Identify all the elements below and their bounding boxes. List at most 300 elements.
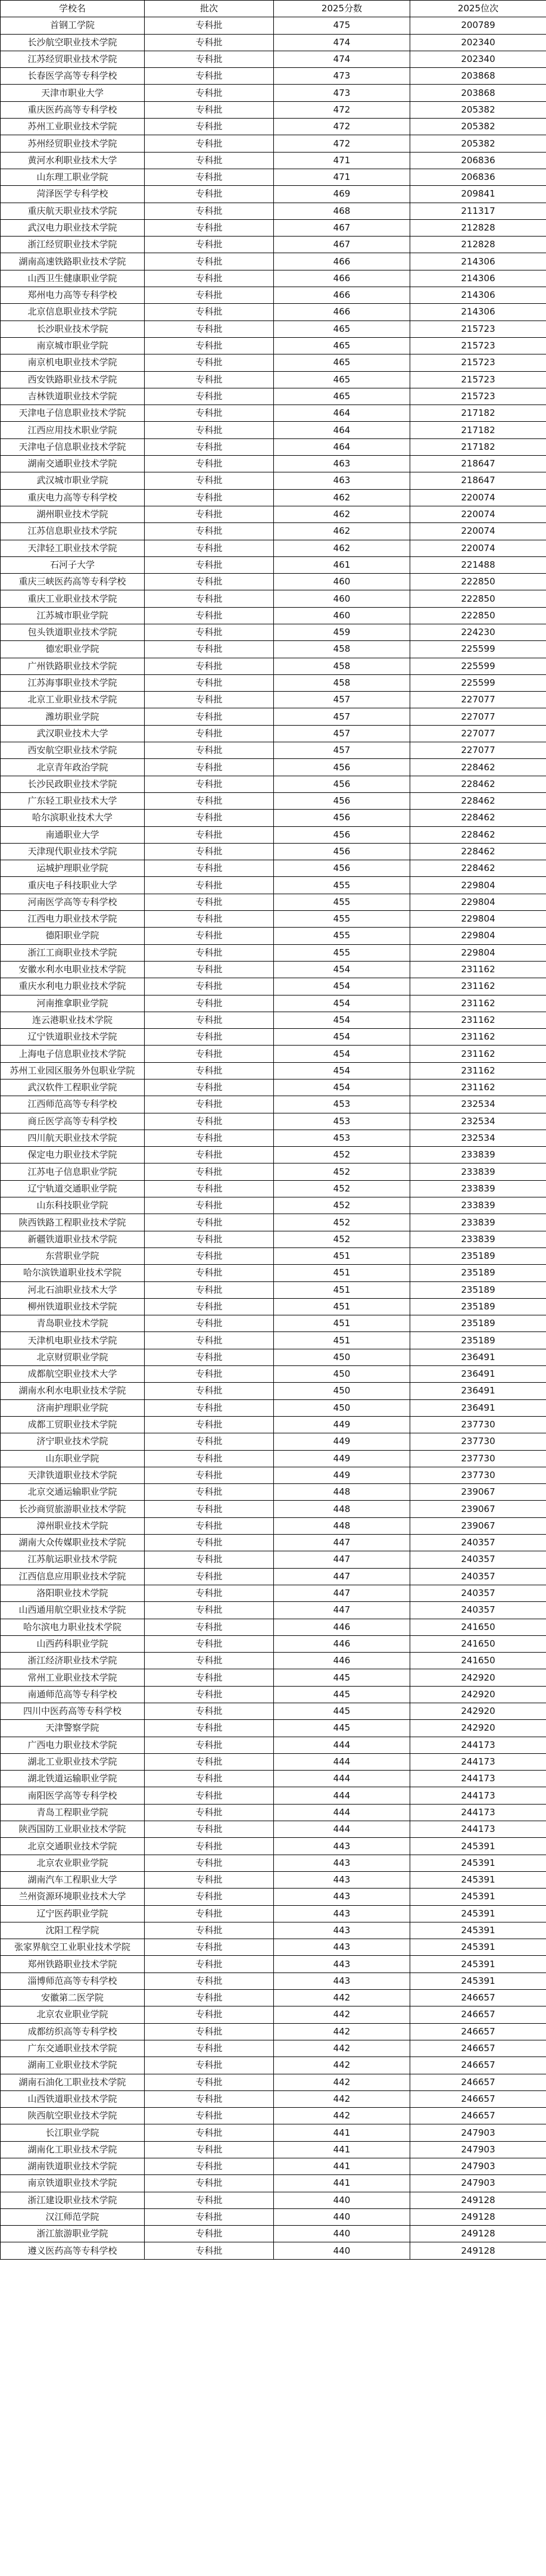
cell-score-2025: 451 [274, 1332, 410, 1349]
cell-school-name: 湖南水利水电职业技术学院 [1, 1383, 145, 1399]
cell-school-name: 天津铁道职业技术学院 [1, 1467, 145, 1483]
cell-score-2025: 475 [274, 17, 410, 34]
cell-score-2025: 455 [274, 911, 410, 928]
cell-batch: 专科批 [145, 287, 274, 304]
cell-batch: 专科批 [145, 101, 274, 118]
cell-rank-2025: 220074 [410, 489, 546, 506]
table-row [1, 995, 546, 1012]
table-row [1, 540, 546, 556]
cell-rank-2025: 205382 [410, 135, 546, 152]
cell-school-name: 北京农业职业学院 [1, 2006, 145, 2023]
table-row [1, 1281, 546, 1298]
table-row [1, 843, 546, 860]
cell-score-2025: 465 [274, 337, 410, 354]
table-row [1, 2040, 546, 2057]
cell-rank-2025: 205382 [410, 119, 546, 135]
cell-score-2025: 450 [274, 1399, 410, 1416]
table-row [1, 2158, 546, 2175]
cell-batch: 专科批 [145, 961, 274, 978]
cell-rank-2025: 211317 [410, 203, 546, 219]
cell-school-name: 浙江经贸职业技术学院 [1, 237, 145, 253]
cell-school-name: 湖南交通职业技术学院 [1, 456, 145, 472]
cell-school-name: 柳州铁道职业技术学院 [1, 1298, 145, 1315]
cell-batch: 专科批 [145, 1349, 274, 1365]
cell-rank-2025: 237730 [410, 1433, 546, 1450]
cell-score-2025: 444 [274, 1753, 410, 1770]
cell-school-name: 广东交通职业技术学院 [1, 2040, 145, 2057]
table-row [1, 978, 546, 995]
cell-score-2025: 461 [274, 556, 410, 573]
cell-rank-2025: 240357 [410, 1535, 546, 1551]
cell-batch: 专科批 [145, 17, 274, 34]
cell-batch: 专科批 [145, 438, 274, 455]
cell-school-name: 天津现代职业技术学院 [1, 843, 145, 860]
cell-batch: 专科批 [145, 792, 274, 809]
cell-batch: 专科批 [145, 1096, 274, 1113]
table-row [1, 456, 546, 472]
cell-rank-2025: 218647 [410, 472, 546, 489]
table-row [1, 1619, 546, 1635]
cell-batch: 专科批 [145, 1147, 274, 1163]
table-row [1, 1484, 546, 1501]
cell-school-name: 陕西国防工业职业技术学院 [1, 1821, 145, 1838]
cell-score-2025: 454 [274, 1012, 410, 1028]
cell-score-2025: 444 [274, 1821, 410, 1838]
cell-school-name: 湖州职业技术学院 [1, 506, 145, 522]
cell-rank-2025: 231162 [410, 995, 546, 1012]
cell-score-2025: 455 [274, 877, 410, 894]
cell-rank-2025: 202340 [410, 34, 546, 51]
cell-school-name: 浙江建设职业技术学院 [1, 2192, 145, 2208]
cell-school-name: 湖南石油化工职业技术学院 [1, 2074, 145, 2090]
table-body [1, 17, 546, 2259]
table-row [1, 2108, 546, 2124]
cell-score-2025: 473 [274, 68, 410, 85]
cell-school-name: 江苏信息职业技术学院 [1, 523, 145, 540]
table-row [1, 1871, 546, 1888]
cell-batch: 专科批 [145, 34, 274, 51]
cell-score-2025: 463 [274, 472, 410, 489]
cell-batch: 专科批 [145, 169, 274, 185]
cell-rank-2025: 229804 [410, 944, 546, 961]
cell-score-2025: 456 [274, 826, 410, 843]
cell-score-2025: 456 [274, 776, 410, 792]
cell-school-name: 石河子大学 [1, 556, 145, 573]
cell-score-2025: 471 [274, 152, 410, 169]
cell-batch: 专科批 [145, 2040, 274, 2057]
table-row [1, 253, 546, 270]
cell-rank-2025: 236491 [410, 1399, 546, 1416]
cell-rank-2025: 235189 [410, 1332, 546, 1349]
table-row [1, 203, 546, 219]
cell-rank-2025: 233839 [410, 1231, 546, 1247]
cell-score-2025: 454 [274, 1046, 410, 1062]
table-row [1, 472, 546, 489]
cell-batch: 专科批 [145, 1939, 274, 1956]
cell-score-2025: 449 [274, 1416, 410, 1433]
cell-rank-2025: 233839 [410, 1197, 546, 1214]
cell-batch: 专科批 [145, 1771, 274, 1787]
cell-batch: 专科批 [145, 1889, 274, 1905]
cell-score-2025: 451 [274, 1281, 410, 1298]
cell-batch: 专科批 [145, 1535, 274, 1551]
table-row [1, 321, 546, 337]
cell-batch: 专科批 [145, 1467, 274, 1483]
cell-score-2025: 448 [274, 1517, 410, 1534]
cell-school-name: 张家界航空工业职业技术学院 [1, 1939, 145, 1956]
table-row [1, 101, 546, 118]
header-rank-2025: 2025位次 [410, 1, 546, 17]
cell-school-name: 潍坊职业学院 [1, 708, 145, 725]
cell-batch: 专科批 [145, 843, 274, 860]
table-row [1, 1315, 546, 1332]
cell-rank-2025: 237730 [410, 1467, 546, 1483]
cell-score-2025: 474 [274, 34, 410, 51]
cell-batch: 专科批 [145, 68, 274, 85]
table-row [1, 1046, 546, 1062]
table-row [1, 388, 546, 405]
cell-rank-2025: 244173 [410, 1753, 546, 1770]
cell-rank-2025: 247903 [410, 2141, 546, 2158]
cell-batch: 专科批 [145, 489, 274, 506]
table-row [1, 119, 546, 135]
cell-score-2025: 452 [274, 1231, 410, 1247]
table-row [1, 371, 546, 388]
cell-school-name: 山东职业学院 [1, 1450, 145, 1467]
cell-score-2025: 447 [274, 1535, 410, 1551]
cell-score-2025: 444 [274, 1787, 410, 1804]
cell-rank-2025: 236491 [410, 1366, 546, 1383]
cell-score-2025: 442 [274, 2074, 410, 2090]
cell-school-name: 长沙民政职业技术学院 [1, 776, 145, 792]
cell-score-2025: 472 [274, 101, 410, 118]
cell-rank-2025: 245391 [410, 1838, 546, 1855]
cell-rank-2025: 247903 [410, 2124, 546, 2141]
cell-rank-2025: 236491 [410, 1383, 546, 1399]
cell-batch: 专科批 [145, 321, 274, 337]
cell-score-2025: 472 [274, 135, 410, 152]
cell-school-name: 商丘医学高等专科学校 [1, 1113, 145, 1130]
cell-batch: 专科批 [145, 1517, 274, 1534]
table-row [1, 1180, 546, 1197]
cell-batch: 专科批 [145, 894, 274, 910]
table-header-row [1, 1, 546, 17]
cell-rank-2025: 245391 [410, 1939, 546, 1956]
table-row [1, 759, 546, 776]
table-row [1, 658, 546, 674]
cell-school-name: 山东科技职业学院 [1, 1197, 145, 1214]
cell-rank-2025: 222850 [410, 607, 546, 624]
cell-batch: 专科批 [145, 2108, 274, 2124]
table-row [1, 1130, 546, 1146]
table-row [1, 2226, 546, 2242]
cell-school-name: 淄博师范高等专科学校 [1, 1973, 145, 1989]
cell-school-name: 武汉软件工程职业学院 [1, 1079, 145, 1096]
cell-rank-2025: 235189 [410, 1298, 546, 1315]
cell-school-name: 湖南工业职业技术学院 [1, 2057, 145, 2074]
cell-rank-2025: 217182 [410, 422, 546, 438]
cell-score-2025: 473 [274, 85, 410, 101]
table-row [1, 1214, 546, 1231]
cell-score-2025: 454 [274, 961, 410, 978]
cell-rank-2025: 239067 [410, 1501, 546, 1517]
cell-batch: 专科批 [145, 135, 274, 152]
cell-batch: 专科批 [145, 1922, 274, 1939]
cell-score-2025: 457 [274, 692, 410, 708]
table-row [1, 1771, 546, 1787]
cell-score-2025: 458 [274, 641, 410, 658]
cell-score-2025: 440 [274, 2192, 410, 2208]
table-row [1, 911, 546, 928]
cell-school-name: 沈阳工程学院 [1, 1922, 145, 1939]
cell-score-2025: 456 [274, 843, 410, 860]
table-row [1, 556, 546, 573]
cell-score-2025: 445 [274, 1703, 410, 1719]
cell-score-2025: 443 [274, 1855, 410, 1871]
cell-school-name: 武汉电力职业技术学院 [1, 219, 145, 236]
cell-rank-2025: 220074 [410, 540, 546, 556]
cell-batch: 专科批 [145, 119, 274, 135]
table-row [1, 1197, 546, 1214]
cell-score-2025: 452 [274, 1163, 410, 1180]
cell-score-2025: 442 [274, 2023, 410, 2040]
cell-rank-2025: 249128 [410, 2242, 546, 2259]
cell-school-name: 德宏职业学院 [1, 641, 145, 658]
cell-rank-2025: 244173 [410, 1771, 546, 1787]
cell-school-name: 汉江师范学院 [1, 2208, 145, 2225]
cell-rank-2025: 214306 [410, 270, 546, 287]
cell-rank-2025: 200789 [410, 17, 546, 34]
cell-rank-2025: 244173 [410, 1737, 546, 1753]
cell-rank-2025: 229804 [410, 877, 546, 894]
cell-school-name: 湖南汽车工程职业大学 [1, 1871, 145, 1888]
cell-batch: 专科批 [145, 1265, 274, 1281]
cell-batch: 专科批 [145, 1113, 274, 1130]
cell-batch: 专科批 [145, 1787, 274, 1804]
table-row [1, 607, 546, 624]
cell-batch: 专科批 [145, 978, 274, 995]
table-row [1, 186, 546, 203]
cell-batch: 专科批 [145, 826, 274, 843]
cell-school-name: 西安铁路职业技术学院 [1, 371, 145, 388]
cell-batch: 专科批 [145, 1298, 274, 1315]
cell-batch: 专科批 [145, 1029, 274, 1046]
cell-batch: 专科批 [145, 1956, 274, 1973]
cell-school-name: 重庆水利电力职业技术学院 [1, 978, 145, 995]
cell-rank-2025: 220074 [410, 506, 546, 522]
cell-rank-2025: 205382 [410, 101, 546, 118]
cell-rank-2025: 245391 [410, 1922, 546, 1939]
cell-score-2025: 442 [274, 2090, 410, 2107]
cell-school-name: 广州铁路职业技术学院 [1, 658, 145, 674]
table-row [1, 1147, 546, 1163]
cell-score-2025: 441 [274, 2158, 410, 2175]
cell-school-name: 湖南高速铁路职业技术学院 [1, 253, 145, 270]
table-row [1, 85, 546, 101]
cell-score-2025: 465 [274, 388, 410, 405]
cell-batch: 专科批 [145, 2023, 274, 2040]
cell-batch: 专科批 [145, 995, 274, 1012]
cell-school-name: 江西信息应用职业技术学院 [1, 1568, 145, 1585]
cell-rank-2025: 229804 [410, 928, 546, 944]
cell-rank-2025: 237730 [410, 1450, 546, 1467]
table-row [1, 860, 546, 877]
cell-school-name: 江西电力职业技术学院 [1, 911, 145, 928]
cell-batch: 专科批 [145, 1366, 274, 1383]
cell-school-name: 上海电子信息职业技术学院 [1, 1046, 145, 1062]
cell-score-2025: 442 [274, 2108, 410, 2124]
cell-batch: 专科批 [145, 422, 274, 438]
table-row [1, 894, 546, 910]
cell-score-2025: 460 [274, 574, 410, 590]
cell-rank-2025: 225599 [410, 658, 546, 674]
table-row [1, 2141, 546, 2158]
cell-school-name: 江苏电子信息职业学院 [1, 1163, 145, 1180]
cell-rank-2025: 249128 [410, 2208, 546, 2225]
cell-batch: 专科批 [145, 1163, 274, 1180]
table-row [1, 489, 546, 506]
cell-school-name: 四川航天职业技术学院 [1, 1130, 145, 1146]
cell-batch: 专科批 [145, 405, 274, 422]
cell-batch: 专科批 [145, 186, 274, 203]
table-row [1, 792, 546, 809]
cell-batch: 专科批 [145, 1046, 274, 1062]
cell-rank-2025: 246657 [410, 2040, 546, 2057]
cell-rank-2025: 246657 [410, 1990, 546, 2006]
cell-score-2025: 447 [274, 1585, 410, 1601]
cell-rank-2025: 247903 [410, 2158, 546, 2175]
cell-rank-2025: 214306 [410, 253, 546, 270]
cell-batch: 专科批 [145, 928, 274, 944]
table-row [1, 692, 546, 708]
table-row [1, 2124, 546, 2141]
cell-batch: 专科批 [145, 1416, 274, 1433]
cell-batch: 专科批 [145, 1686, 274, 1703]
cell-rank-2025: 235189 [410, 1265, 546, 1281]
cell-batch: 专科批 [145, 1568, 274, 1585]
cell-score-2025: 456 [274, 759, 410, 776]
cell-school-name: 黄河水利职业技术大学 [1, 152, 145, 169]
table-row [1, 1855, 546, 1871]
cell-batch: 专科批 [145, 304, 274, 321]
cell-score-2025: 466 [274, 253, 410, 270]
cell-rank-2025: 240357 [410, 1551, 546, 1568]
cell-score-2025: 455 [274, 894, 410, 910]
table-row [1, 1804, 546, 1821]
cell-school-name: 长沙商贸旅游职业技术学院 [1, 1501, 145, 1517]
cell-score-2025: 467 [274, 219, 410, 236]
cell-batch: 专科批 [145, 1602, 274, 1619]
cell-school-name: 南通师范高等专科学校 [1, 1686, 145, 1703]
table-row [1, 2192, 546, 2208]
cell-score-2025: 450 [274, 1349, 410, 1365]
cell-school-name: 重庆航天职业技术学院 [1, 203, 145, 219]
cell-rank-2025: 231162 [410, 961, 546, 978]
cell-rank-2025: 212828 [410, 237, 546, 253]
cell-batch: 专科批 [145, 1990, 274, 2006]
table-row [1, 944, 546, 961]
cell-batch: 专科批 [145, 2242, 274, 2259]
cell-score-2025: 443 [274, 1905, 410, 1922]
cell-school-name: 山西通用航空职业技术学院 [1, 1602, 145, 1619]
cell-score-2025: 466 [274, 304, 410, 321]
cell-score-2025: 446 [274, 1619, 410, 1635]
cell-school-name: 陕西航空职业技术学院 [1, 2108, 145, 2124]
cell-batch: 专科批 [145, 1180, 274, 1197]
cell-batch: 专科批 [145, 1130, 274, 1146]
table-row [1, 304, 546, 321]
cell-school-name: 安徽第二医学院 [1, 1990, 145, 2006]
table-row [1, 928, 546, 944]
cell-rank-2025: 233839 [410, 1147, 546, 1163]
table-row [1, 641, 546, 658]
cell-score-2025: 443 [274, 1889, 410, 1905]
table-row [1, 624, 546, 640]
cell-batch: 专科批 [145, 1905, 274, 1922]
cell-school-name: 吉林铁道职业技术学院 [1, 388, 145, 405]
cell-score-2025: 444 [274, 1771, 410, 1787]
table-row [1, 237, 546, 253]
cell-batch: 专科批 [145, 607, 274, 624]
cell-rank-2025: 245391 [410, 1905, 546, 1922]
cell-school-name: 济南护理职业学院 [1, 1399, 145, 1416]
cell-score-2025: 459 [274, 624, 410, 640]
cell-school-name: 河南推拿职业学院 [1, 995, 145, 1012]
cell-batch: 专科批 [145, 1838, 274, 1855]
cell-rank-2025: 246657 [410, 2057, 546, 2074]
cell-batch: 专科批 [145, 51, 274, 67]
cell-rank-2025: 246657 [410, 2074, 546, 2090]
cell-batch: 专科批 [145, 371, 274, 388]
cell-batch: 专科批 [145, 2158, 274, 2175]
table-row [1, 1231, 546, 1247]
cell-score-2025: 462 [274, 506, 410, 522]
cell-rank-2025: 215723 [410, 371, 546, 388]
cell-rank-2025: 244173 [410, 1787, 546, 1804]
cell-score-2025: 442 [274, 2057, 410, 2074]
table-row [1, 523, 546, 540]
cell-rank-2025: 233839 [410, 1163, 546, 1180]
cell-rank-2025: 227077 [410, 708, 546, 725]
table-row [1, 1787, 546, 1804]
cell-rank-2025: 247903 [410, 2175, 546, 2192]
cell-rank-2025: 237730 [410, 1416, 546, 1433]
cell-rank-2025: 240357 [410, 1585, 546, 1601]
cell-batch: 专科批 [145, 270, 274, 287]
cell-batch: 专科批 [145, 1501, 274, 1517]
cell-rank-2025: 241650 [410, 1635, 546, 1652]
cell-school-name: 广西电力职业技术学院 [1, 1737, 145, 1753]
table-row [1, 135, 546, 152]
cell-school-name: 江西应用技术职业学院 [1, 422, 145, 438]
table-row [1, 219, 546, 236]
table-row [1, 2175, 546, 2192]
table-row [1, 1905, 546, 1922]
cell-rank-2025: 246657 [410, 2023, 546, 2040]
cell-rank-2025: 242920 [410, 1686, 546, 1703]
cell-school-name: 江苏海事职业技术学院 [1, 674, 145, 691]
table-row [1, 810, 546, 826]
cell-school-name: 江苏经贸职业技术学院 [1, 51, 145, 67]
cell-batch: 专科批 [145, 2090, 274, 2107]
cell-batch: 专科批 [145, 1737, 274, 1753]
cell-school-name: 湖南铁道职业技术学院 [1, 2158, 145, 2175]
cell-rank-2025: 228462 [410, 759, 546, 776]
cell-batch: 专科批 [145, 388, 274, 405]
cell-rank-2025: 228462 [410, 792, 546, 809]
cell-school-name: 辽宁医药职业学院 [1, 1905, 145, 1922]
cell-batch: 专科批 [145, 337, 274, 354]
